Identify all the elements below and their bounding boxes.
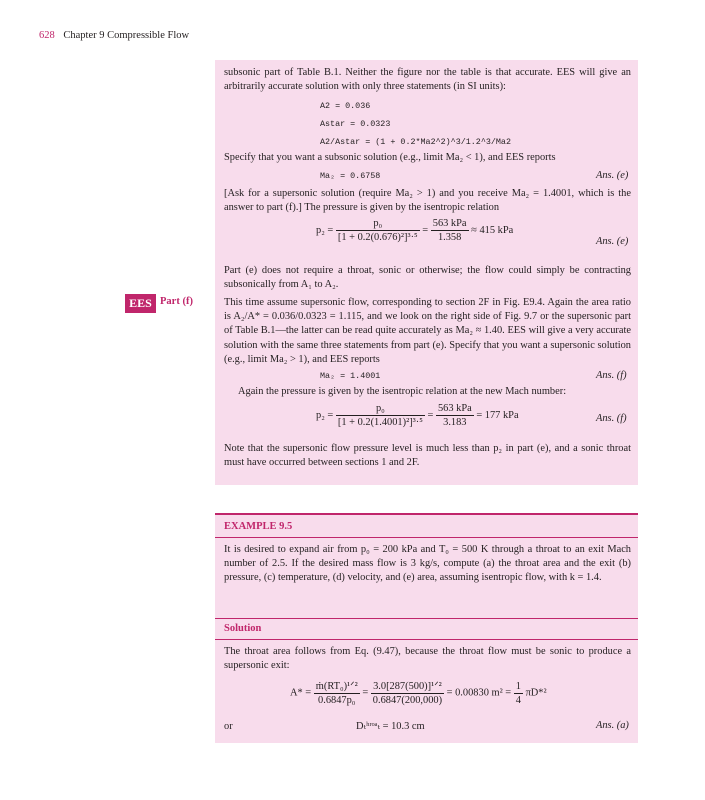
eq-mid-numerator: 563 kPa <box>432 218 467 229</box>
example-title: EXAMPLE 9.5 <box>224 521 293 532</box>
ees-code-line-3: A2/Astar = (1 + 0.2*Ma2^2)^3/1.2^3/Ma2 <box>320 137 511 147</box>
part-e-closing: Part (e) does not require a throat, sonic or otherwise; the flow could simply be contracting subsonically from A₁ to A₂. <box>224 265 631 291</box>
solution-text: The throat area follows from Eq. (9.47), because the throat flow must be sonic to produce a supersonic exit: <box>224 646 631 672</box>
eq-fraction-2 <box>431 218 469 243</box>
throat-eq2-numerator: 3.0[287(500)]¹ᐟ² <box>371 680 444 694</box>
solution-top-rule <box>215 618 638 619</box>
pressure-equation-e: p₂ = $\frac{\text{p₀}}{\text{[1 + 0.2(0.676)²]³·⁵}}$ = $\frac{\text{563 kPa}}{1.358}$ ≈ 415 kPa <box>316 218 514 243</box>
example-title-rule <box>215 537 638 538</box>
throat-eq3-numerator: 1 <box>515 680 521 692</box>
eq-lhs: p₂ = <box>316 224 334 236</box>
page-header <box>39 30 189 41</box>
page-number: 628 <box>39 30 55 41</box>
specify-subsonic: Specify that you want a subsonic solution (e.g., limit Ma₂ < 1), and EES reports <box>224 152 556 163</box>
eq-f-fraction-2 <box>436 403 474 428</box>
throat-eq-lhs: A* = <box>290 687 312 699</box>
eq-mid-denominator: 1.358 <box>437 232 462 243</box>
answer-label-a: Ans. (a) <box>596 720 629 731</box>
eq-f-result: = 177 kPa <box>476 409 519 421</box>
eq-result: ≈ 415 kPa <box>471 224 514 236</box>
eq-numerator: p₀ <box>336 218 420 231</box>
answer-label-f-2: Ans. (f) <box>596 413 627 424</box>
intro-paragraph: subsonic part of Table B.1. Neither the figure nor the table is that accurate. EES will give an arbitrarily accurate solution with only three statements (in SI units): <box>224 67 631 93</box>
throat-eq1-numerator: ṁ(RT₀)¹ᐟ² <box>315 681 358 692</box>
ees-result-supersonic: Ma₂ = 1.4001 <box>320 371 381 381</box>
solution-title: Solution <box>224 623 262 634</box>
answer-label-f: Ans. (f) <box>596 370 627 381</box>
ees-result-subsonic: Ma₂ = 0.6758 <box>320 171 381 181</box>
part-f-label: Part (f) <box>160 296 193 307</box>
eq-denominator: [1 + 0.2(0.676)²]³·⁵ <box>337 232 418 243</box>
ees-code-line-2: Astar = 0.0323 <box>320 119 391 129</box>
throat-eq-fraction-1 <box>314 680 360 706</box>
throat-eq3-denominator: 4 <box>515 694 521 706</box>
eq-f-fraction-1 <box>336 403 425 428</box>
eq-f-lhs: p₂ = <box>316 409 334 421</box>
throat-area-equation: A* = $\frac{\text{ṁ(RT₀)¹ᐟ²}}{\text{0.6847p₀}}$ = $\frac{\text{3.0[287(500)]¹ᐟ²}}{0.6847(200,000)}$ = 0.00830 m² = $\frac{1}{4}$ πD*² <box>290 680 547 706</box>
part-f-note: Note that the supersonic flow pressure level is much less than p₂ in part (e), and a sonic throat must have occurred between sections 1 and 2F. <box>224 443 631 469</box>
eq-f-numerator: p₀ <box>336 403 425 416</box>
chapter-title: Chapter 9 Compressible Flow <box>63 30 190 41</box>
eq-f-denominator: [1 + 0.2(1.4001)²]³·⁵ <box>337 417 423 428</box>
ask-supersonic-paragraph: [Ask for a supersonic solution (require Ma₂ > 1) and you receive Ma₂ = 1.4001, which is the answer to part (f).] The pressure is given by the isentropic relation <box>224 188 631 214</box>
part-f-again: Again the pressure is given by the isentropic relation at the new Mach number: <box>238 386 567 397</box>
ees-badge: EES <box>125 294 156 313</box>
or-label: or <box>224 721 233 732</box>
pressure-equation-f: p₂ = $\frac{\text{p₀}}{\text{[1 + 0.2(1.4001)²]³·⁵}}$ = $\frac{\text{563 kPa}}{3.183}$ = 177 kPa <box>316 403 519 428</box>
part-f-body: This time assume supersonic flow, corresponding to section 2F in Fig. E9.4. Again the area ratio is A₂/A* = 0.036/0.0323 = 1.115, and we look on the right side of Fig. 9.7 or the supersonic part of Table B.1—the latter can be read quite accurately as Ma₂ ≈ 1.40. EES will give a very accurate solution with the same three statements from part (e). Specify that you want a supersonic solution (e.g., limit Ma₂ > 1), and EES reports <box>224 297 631 365</box>
eq-f-mid-denominator: 3.183 <box>443 417 467 428</box>
throat-eq2-denominator: 0.6847(200,000) <box>372 695 443 706</box>
throat-eq-fraction-3 <box>514 681 523 706</box>
throat-diameter: Dₜʰʳᵒᵃₜ = 10.3 cm <box>356 721 425 732</box>
example-statement: It is desired to expand air from p₀ = 200 kPa and T₀ = 500 K through a throat to an exit Mach number of 2.5. If the desired mass flow is 3 kg/s, compute (a) the throat area and the exit (b) pressure, (c) temperature, (d) velocity, and (e) area, assuming isentropic flow, with k = 1.4. <box>224 544 631 584</box>
ees-code-line-1: A2 = 0.036 <box>320 101 371 111</box>
answer-label-e: Ans. (e) <box>596 170 629 181</box>
throat-eq-tail: πD*² <box>525 687 547 699</box>
solution-title-rule <box>215 639 638 640</box>
throat-eq-fraction-2 <box>371 680 444 706</box>
eq-f-mid-numerator: 563 kPa <box>437 403 472 414</box>
answer-label-e-2: Ans. (e) <box>596 236 629 247</box>
throat-eq1-denominator: 0.6847p₀ <box>318 695 356 706</box>
eq-fraction-1 <box>336 218 420 243</box>
throat-eq-result: = 0.00830 m² = <box>446 687 512 699</box>
